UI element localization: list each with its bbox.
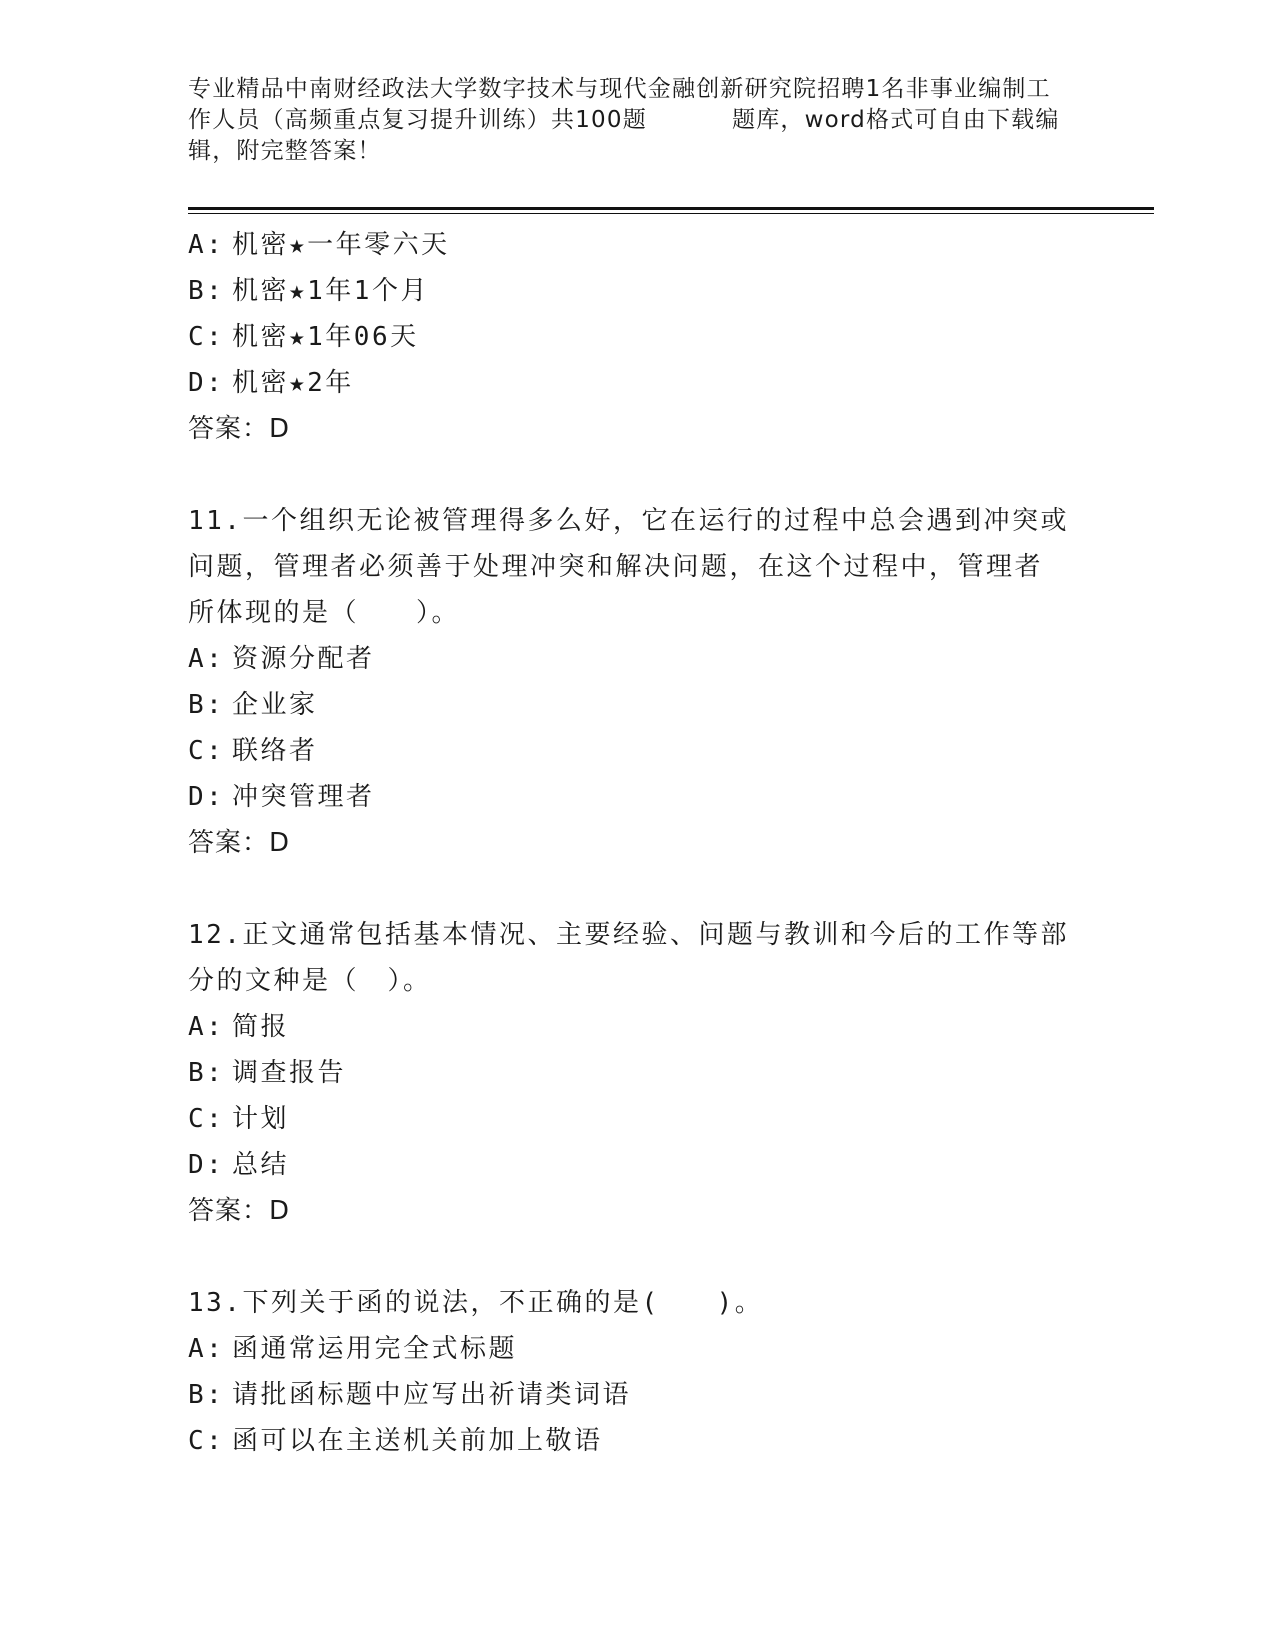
spacer xyxy=(188,452,1088,498)
option-d: D: 总结 xyxy=(188,1150,290,1180)
header-line-1: 专业精品中南财经政法大学数字技术与现代金融创新研究院招聘1名非事业编制工 xyxy=(188,76,1051,102)
question-text-line: 11.一个组织无论被管理得多么好，它在运行的过程中总会遇到冲突或 xyxy=(188,506,1069,536)
question-10 xyxy=(188,222,1088,452)
question-12 xyxy=(188,912,1088,1234)
document-header xyxy=(188,74,1088,167)
spacer xyxy=(188,866,1088,912)
header-line-3: 辑，附完整答案！ xyxy=(188,138,382,164)
option-a: A: 资源分配者 xyxy=(188,644,375,674)
option-c: C: 联络者 xyxy=(188,736,318,766)
option-c: C: 机密★1年06天 xyxy=(188,322,419,352)
question-text-line: 问题，管理者必须善于处理冲突和解决问题，在这个过程中，管理者 xyxy=(188,552,1044,582)
header-divider-thin xyxy=(188,213,1154,214)
option-a: A: 函通常运用完全式标题 xyxy=(188,1334,518,1364)
option-b: B: 企业家 xyxy=(188,690,318,720)
question-text-line: 分的文种是（ ）。 xyxy=(188,966,432,996)
header-line-2: 作人员（高频重点复习提升训练）共100题 题库，word格式可自由下载编 xyxy=(188,107,1060,133)
option-c: C: 计划 xyxy=(188,1104,290,1134)
question-text-line: 所体现的是（ ）。 xyxy=(188,598,461,628)
answer: 答案：D xyxy=(188,828,291,858)
option-a: A: 简报 xyxy=(188,1012,290,1042)
question-list xyxy=(188,222,1088,1464)
option-b: B: 调查报告 xyxy=(188,1058,347,1088)
header-divider-thick xyxy=(188,207,1154,210)
answer: 答案：D xyxy=(188,1196,291,1226)
question-11 xyxy=(188,498,1088,866)
answer: 答案：D xyxy=(188,414,291,444)
option-b: B: 请批函标题中应写出祈请类词语 xyxy=(188,1380,632,1410)
spacer xyxy=(188,1234,1088,1280)
question-text-line: 13.下列关于函的说法，不正确的是( )。 xyxy=(188,1288,764,1318)
question-text-line: 12.正文通常包括基本情况、主要经验、问题与教训和今后的工作等部 xyxy=(188,920,1069,950)
option-d: D: 机密★2年 xyxy=(188,368,354,398)
option-a: A: 机密★一年零六天 xyxy=(188,230,450,260)
option-d: D: 冲突管理者 xyxy=(188,782,375,812)
option-c: C: 函可以在主送机关前加上敬语 xyxy=(188,1426,603,1456)
option-b: B: 机密★1年1个月 xyxy=(188,276,429,306)
question-13 xyxy=(188,1280,1088,1464)
